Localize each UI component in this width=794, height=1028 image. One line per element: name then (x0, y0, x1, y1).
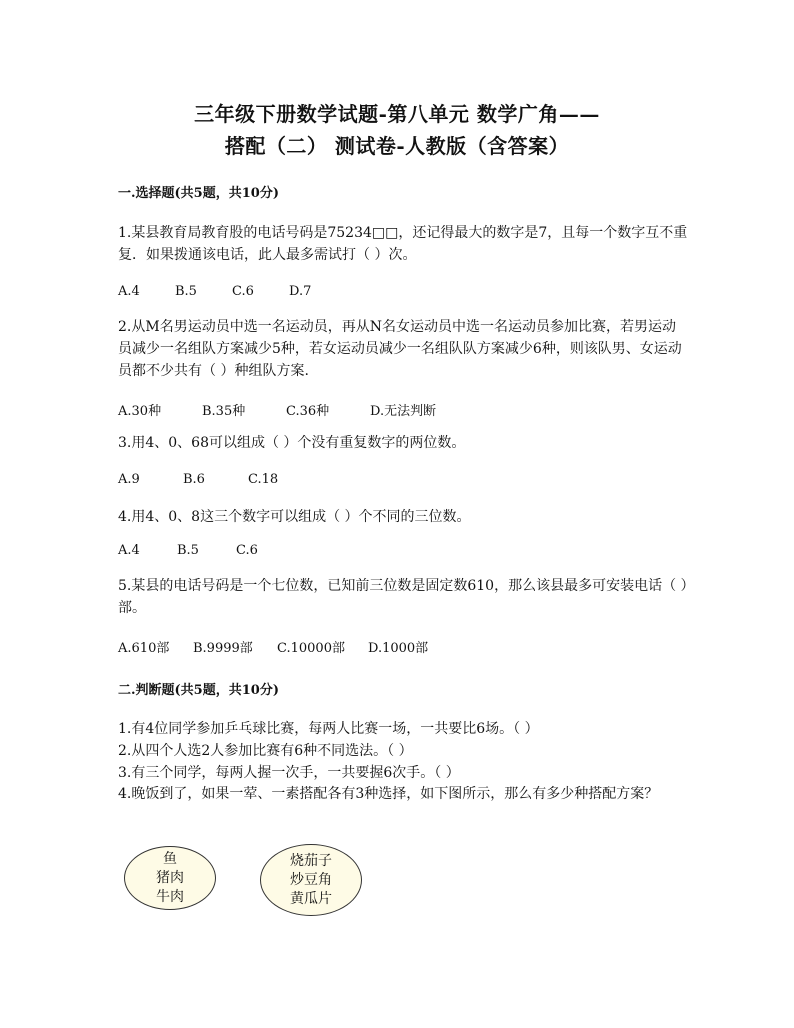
option: A.4 (118, 284, 140, 299)
option: A.4 (118, 543, 140, 558)
meat-item: 猪肉 (156, 869, 184, 886)
vegetable-item: 炒豆角 (290, 871, 332, 888)
option: C.36种 (286, 404, 330, 419)
option: A.30种 (118, 404, 162, 419)
question-2-text: 2.从M名男运动员中选一名运动员，再从N名女运动员中选一名运动员参加比赛，若男运动员减少一名组队方案减少5种，若女运动员减少一名组队队方案减少6种，则该队男、女运动员都不少共有（ ）种组队方案. (118, 319, 682, 379)
section-heading-judge: 二.判断题(共5题，共10分) (118, 683, 279, 698)
question-4-options (118, 543, 258, 558)
meat-options-ellipse (124, 846, 216, 910)
option: B.6 (183, 472, 205, 487)
vegetable-item: 烧茄子 (290, 852, 332, 869)
option: C.6 (236, 543, 258, 558)
option: C.18 (248, 472, 279, 487)
question-1-text: 1.某县教育局教育股的电话号码是75234□□，还记得最大的数字是7，且每一个数字互不重复．如果拨通该电话，此人最多需试打（ ）次。 (118, 225, 688, 263)
question-5-options (118, 637, 428, 656)
judge-item-3: 3.有三个同学，每两人握一次手，一共要握6次手。（ ） (118, 765, 460, 781)
question-3-options (118, 472, 278, 487)
option: A.610部 (118, 641, 170, 656)
option: B.5 (177, 543, 199, 558)
vegetable-options-ellipse (260, 844, 362, 916)
option: B.35种 (202, 404, 246, 419)
question-3-text: 3.用4、0、68可以组成（ ）个没有重复数字的两位数。 (118, 435, 466, 451)
question-2-options (118, 400, 436, 419)
question-5-text: 5.某县的电话号码是一个七位数，已知前三位数是固定数610，那么该县最多可安装电话（ ）部。 (118, 578, 688, 616)
option: C.10000部 (277, 641, 345, 656)
page-title-line2: 搭配（二） 测试卷-人教版（含答案） (224, 134, 570, 158)
question-4-text: 4.用4、0、8这三个数字可以组成（ ）个不同的三位数。 (118, 509, 471, 525)
meat-item: 牛肉 (156, 888, 184, 905)
option: C.6 (232, 284, 254, 299)
meat-item: 鱼 (163, 850, 177, 867)
judge-item-1: 1.有4位同学参加乒乓球比赛，每两人比赛一场，一共要比6场。（ ） (118, 721, 539, 737)
option: D.7 (289, 284, 312, 299)
option: B.9999部 (193, 641, 253, 656)
option: D.无法判断 (370, 404, 437, 419)
option: B.5 (175, 284, 197, 299)
judge-item-2: 2.从四个人选2人参加比赛有6种不同选法。（ ） (118, 743, 413, 759)
section-heading-choice: 一.选择题(共5题，共10分) (118, 186, 279, 201)
judge-item-4: 4.晚饭到了，如果一荤、一素搭配各有3种选择，如下图所示，那么有多少种搭配方案？ (118, 786, 659, 802)
vegetable-item: 黄瓜片 (290, 890, 332, 907)
option: D.1000部 (368, 641, 429, 656)
page-title-line1: 三年级下册数学试题-第八单元 数学广角—— (194, 102, 600, 126)
option: A.9 (118, 472, 140, 487)
question-1-options (118, 284, 311, 299)
